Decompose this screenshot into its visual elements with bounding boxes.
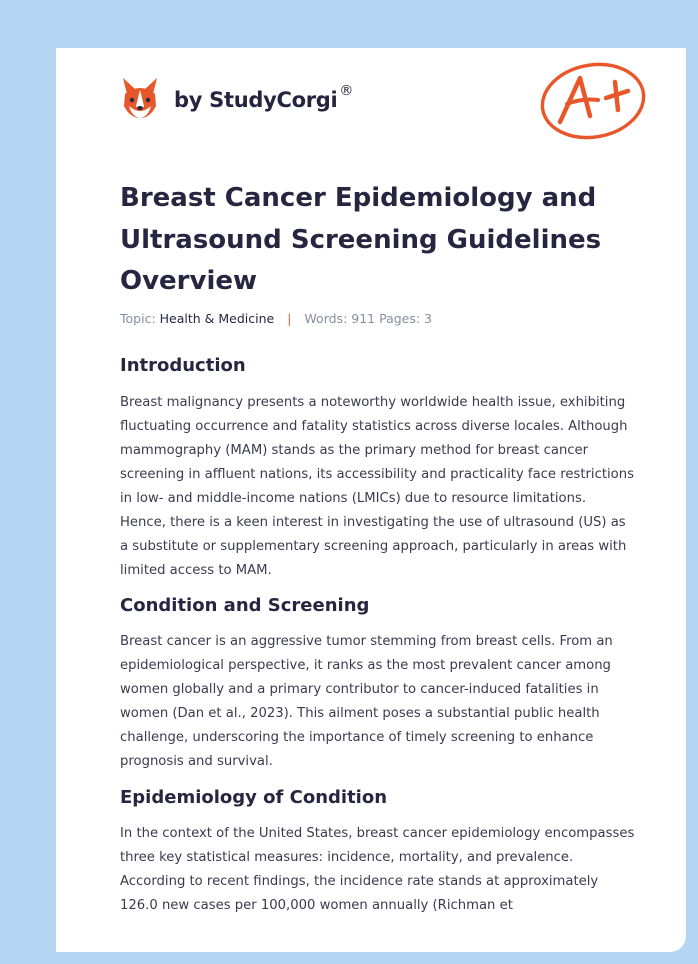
corgi-icon (120, 76, 160, 120)
section-heading-introduction: Introduction (120, 355, 246, 376)
section-paragraph-epidemiology: In the context of the United States, breast cancer epidemiology encompasses three key statistical measures: incidence, mortality, and prevalence. According to recent findings, the incidence rate stands at approximately 126.0 new cases per 100,000 women annually (Richman et (120, 826, 635, 913)
topic-label: Topic: (120, 311, 156, 326)
grade-a-plus-icon (538, 58, 648, 142)
page-count: Pages: 3 (379, 311, 433, 326)
registered-mark: ® (339, 83, 354, 99)
document-title: Breast Cancer Epidemiology and Ultrasound Screening Guidelines Overview (120, 183, 602, 296)
section-paragraph-condition-screening: Breast cancer is an aggressive tumor stemming from breast cells. From an epidemiological perspective, it ranks as the most prevalent cancer among women globally and a primary contributor to cancer-induced fatalities in women (Dan et al., 2023). This ailment poses a substantial public health challenge, underscoring the importance of timely screening to enhance prognosis and survival. (120, 634, 613, 769)
document-body (120, 354, 636, 918)
word-count: Words: 911 (304, 311, 376, 326)
document-card (56, 48, 686, 952)
section-heading-epidemiology: Epidemiology of Condition (120, 787, 388, 808)
studycorgi-logo[interactable] (120, 76, 353, 120)
section-paragraph-introduction: Breast malignancy presents a noteworthy worldwide health issue, exhibiting fluctuating occurrence and fatality statistics across diverse locales. Although mammography (MAM) stands as the primary method for breast cancer screening in affluent nations, its accessibility and practicality face restrictions in low- and middle-income nations (LMICs) due to resource limitations. Hence, there is a keen interest in investigating the use of ultrasound (US) as a substitute or supplementary screening approach, particularly in areas with limited access to MAM. (120, 395, 634, 578)
topic-link[interactable]: Health & Medicine (159, 311, 275, 326)
logo-wordmark: by StudyCorgi ® (174, 83, 354, 112)
document-meta (120, 311, 432, 326)
section-heading-condition-screening: Condition and Screening (120, 595, 370, 616)
meta-separator: | (287, 311, 292, 326)
